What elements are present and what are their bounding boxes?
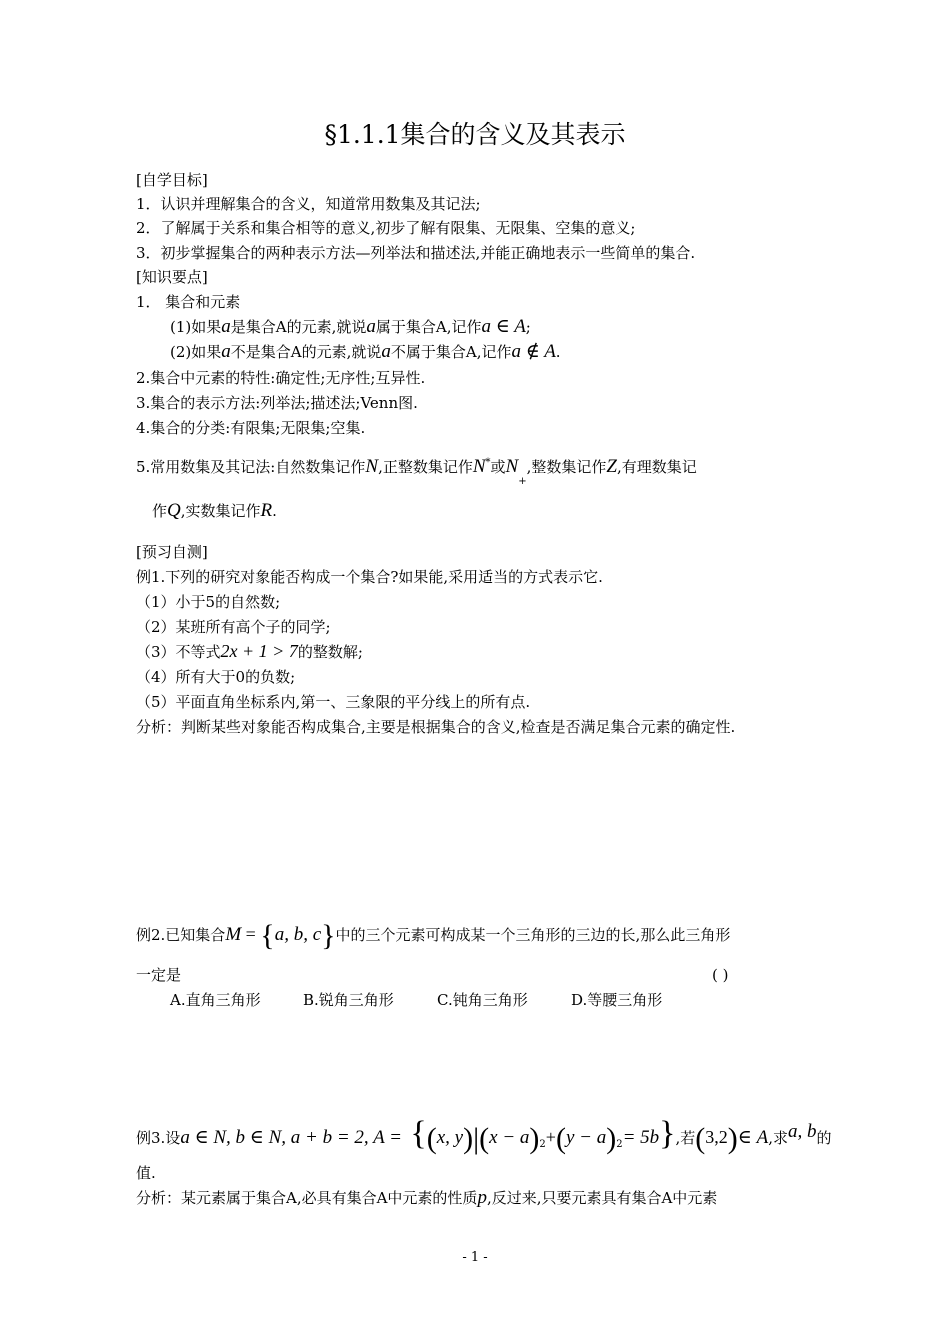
text-span: 的整数解; bbox=[297, 643, 363, 661]
example-1-item: （4）所有大于0的负数; bbox=[136, 668, 296, 686]
math-Z: Z bbox=[606, 456, 617, 477]
left-brace: { bbox=[401, 1115, 427, 1152]
example-1-item bbox=[136, 641, 363, 662]
text-span: 或 bbox=[490, 458, 506, 476]
text-span: 例3.设 bbox=[136, 1129, 181, 1147]
text-span: ,有理数集记 bbox=[616, 458, 697, 476]
goal-item: 1．认识并理解集合的含义，知道常用数集及其记法; bbox=[136, 195, 481, 213]
text-span: ,若 bbox=[675, 1129, 696, 1147]
text-span: ; bbox=[525, 318, 531, 336]
text-span: 5.常用数集及其记法:自然数集记作 bbox=[136, 458, 366, 476]
goal-item: 2．了解属于关系和集合相等的意义,初步了解有限集、无限集、空集的意义; bbox=[136, 219, 636, 237]
equals bbox=[241, 924, 260, 944]
point-4: 4.集合的分类:有限集;无限集;空集. bbox=[136, 419, 366, 437]
point-xy: x, y bbox=[436, 1127, 464, 1148]
text-span: 作 bbox=[152, 502, 168, 520]
point-2: 2.集合中元素的特性:确定性;无序性;互异性. bbox=[136, 369, 426, 387]
left-paren: ( bbox=[426, 1122, 437, 1155]
text-span: (1)如果 bbox=[170, 318, 222, 336]
text-span: 的 bbox=[816, 1129, 832, 1147]
point-3: 3.集合的表示方法:列举法;描述法;Venn图. bbox=[136, 394, 418, 412]
example-3-analysis bbox=[136, 1188, 717, 1208]
text-span: 例2.已知集合 bbox=[136, 926, 226, 944]
points-header: [知识要点] bbox=[136, 268, 208, 286]
math-a: a bbox=[221, 341, 231, 362]
page-number: - 1 - bbox=[462, 1250, 488, 1265]
option-c: C.钝角三角形 bbox=[437, 991, 528, 1009]
right-brace: } bbox=[321, 919, 336, 952]
condition: a ∈ N, b ∈ N, a + b = 2, A = bbox=[180, 1127, 402, 1148]
text-span: ,求 bbox=[768, 1129, 788, 1147]
term-x-a: x − a bbox=[489, 1127, 530, 1148]
text-span: (2)如果 bbox=[170, 343, 222, 361]
example-1-item: （1）小于5的自然数; bbox=[136, 593, 281, 611]
example-1-item: （2）某班所有高个子的同学; bbox=[136, 618, 331, 636]
math-relation: a ∉ A bbox=[511, 341, 556, 362]
text-span: 中的三个元素可构成某一个三角形的三边的长,那么此三角形 bbox=[335, 926, 731, 944]
point-3-2: 3,2 bbox=[705, 1127, 728, 1147]
math-Nplus: N bbox=[505, 456, 519, 477]
point-1a bbox=[170, 317, 531, 337]
math-N: N bbox=[365, 456, 379, 477]
option-d: D.等腰三角形 bbox=[571, 991, 663, 1009]
right-paren: ) bbox=[727, 1122, 738, 1155]
preview-header: [预习自测] bbox=[136, 543, 208, 561]
set-bar: | bbox=[473, 1122, 480, 1155]
text-span: 分析：某元素属于集合A,必具有集合A中元素的性质 bbox=[136, 1189, 478, 1207]
inequality-expr: 2x + 1 > 7 bbox=[220, 641, 298, 661]
left-brace: { bbox=[260, 919, 275, 952]
star-superscript: * bbox=[485, 457, 491, 468]
text-span: 不属于集合A,记作 bbox=[390, 343, 512, 361]
example-2 bbox=[136, 919, 731, 952]
point-5 bbox=[136, 453, 697, 492]
math-ab: a, b bbox=[787, 1121, 817, 1142]
math-p: p bbox=[477, 1187, 487, 1208]
text-span: （3）不等式 bbox=[136, 643, 221, 661]
answer-paren: ( ) bbox=[712, 966, 729, 984]
example-2-line2: 一定是 bbox=[136, 966, 182, 984]
example-3 bbox=[136, 1115, 832, 1155]
right-brace: } bbox=[659, 1115, 676, 1152]
text-span: 不是集合A的元素,就说 bbox=[230, 343, 382, 361]
plus-sign: + bbox=[545, 1127, 556, 1147]
text-span: . bbox=[272, 502, 277, 520]
text-span: ,整数集记作 bbox=[526, 458, 607, 476]
math-a: a bbox=[366, 316, 376, 337]
math-relation: a ∈ A bbox=[481, 316, 526, 337]
equals-sign: = bbox=[245, 924, 256, 944]
math-R: R bbox=[260, 500, 273, 521]
text-span: ,反过来,只要元素具有集合A中元素 bbox=[486, 1189, 718, 1207]
point-5-cont bbox=[152, 501, 277, 521]
math-Nstar: N bbox=[472, 456, 486, 477]
goals-header: [自学目标] bbox=[136, 171, 208, 189]
math-M: M bbox=[225, 924, 242, 945]
math-a: a bbox=[381, 341, 391, 362]
right-paren: ) bbox=[463, 1122, 474, 1155]
goal-item: 3．初步掌握集合的两种表示方法—列举法和描述法,并能正确地表示一些简单的集合. bbox=[136, 244, 696, 262]
square-exponent: 2 bbox=[539, 1139, 546, 1150]
text-span: 是集合A的元素,就说 bbox=[230, 318, 367, 336]
option-b: B.锐角三角形 bbox=[303, 991, 394, 1009]
right-paren: ) bbox=[606, 1122, 617, 1155]
example-1-item: （5）平面直角坐标系内,第一、三象限的平分线上的所有点. bbox=[136, 693, 531, 711]
point-1: 1． 集合和元素 bbox=[136, 293, 241, 311]
text-span: ,实数集记作 bbox=[180, 502, 261, 520]
plus-subscript: + bbox=[518, 476, 527, 487]
math-Q: Q bbox=[167, 500, 181, 521]
example-1: 例1.下列的研究对象能否构成一个集合?如果能,采用适当的方式表示它. bbox=[136, 568, 603, 586]
left-paren: ( bbox=[479, 1122, 490, 1155]
example-3-line2: 值. bbox=[136, 1164, 156, 1182]
left-paren: ( bbox=[695, 1122, 706, 1155]
text-span: 属于集合A,记作 bbox=[375, 318, 482, 336]
option-a: A.直角三角形 bbox=[170, 991, 261, 1009]
math-a: a bbox=[221, 316, 231, 337]
example-1-analysis: 分析：判断某些对象能否构成集合,主要是根据集合的含义,检查是否满足集合元素的确定性. bbox=[136, 718, 736, 736]
set-elements: a, b, c bbox=[274, 924, 322, 945]
equals-5b: = 5b bbox=[622, 1127, 660, 1148]
point-1b bbox=[170, 342, 561, 362]
right-paren: ) bbox=[529, 1122, 540, 1155]
in-A: ∈ A bbox=[737, 1127, 769, 1148]
inequality bbox=[221, 641, 298, 661]
text-span: ,正整数集记作 bbox=[378, 458, 473, 476]
square-exponent: 2 bbox=[616, 1139, 623, 1150]
text-span: . bbox=[555, 343, 561, 361]
left-paren: ( bbox=[555, 1122, 566, 1155]
page-title: §1.1.1集合的含义及其表示 bbox=[324, 120, 626, 149]
term-y-a: y − a bbox=[565, 1127, 607, 1148]
